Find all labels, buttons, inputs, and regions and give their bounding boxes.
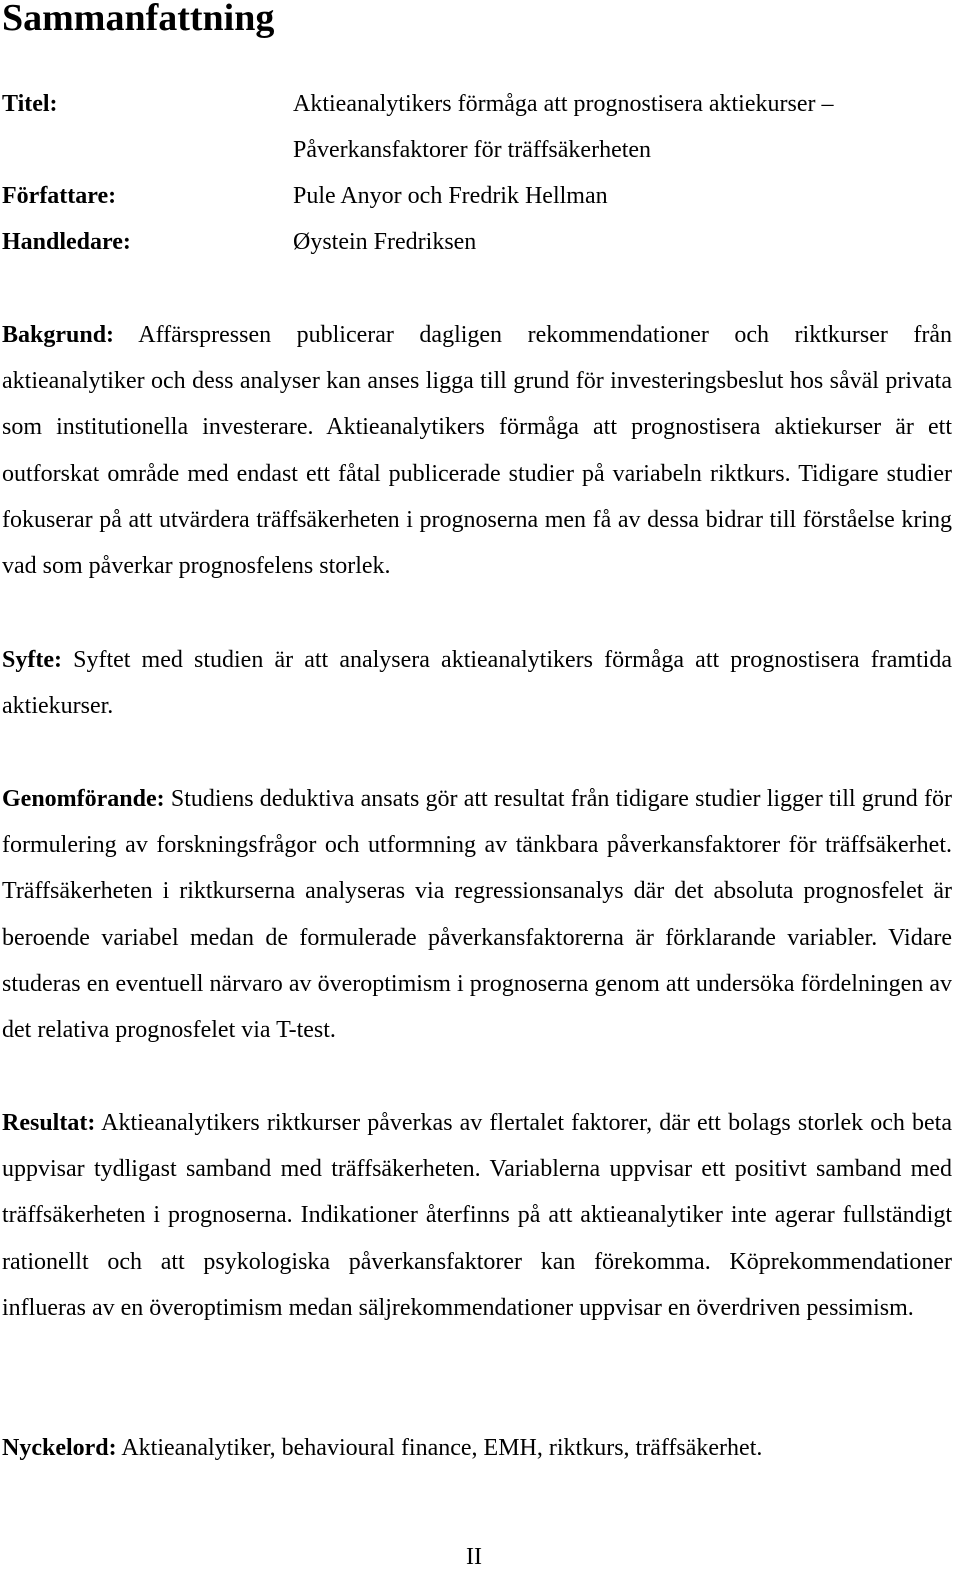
supervisor-value: Øystein Fredriksen: [293, 229, 477, 255]
keywords-label: Nyckelord:: [2, 1435, 117, 1461]
supervisor-label: Handledare:: [2, 229, 131, 255]
background-text: Affärspressen publicerar dagligen rekommendationer och riktkurser från aktieanalytiker och dess analyser kan anses ligga till grund för investeringsbeslut hos såväl privata som institutionella investerare. Aktieanalytikers förmåga att prognostisera aktiekurser är ett outforskat område med endast ett fåtal publicerade studier på variabeln riktkurs. Tidigare studier fokuserar på att utvärdera träffsäkerheten i prognoserna men få av dessa bidrar till förståelse kring vad som påverkar prognosfelens storlek.: [2, 322, 952, 580]
method-section: [2, 776, 952, 1053]
result-section: [2, 1100, 952, 1331]
title-label: Titel:: [2, 91, 58, 117]
result-text: Aktieanalytikers riktkurser påverkas av flertalet faktorer, där ett bolags storlek och beta uppvisar tydligast samband med träffsäkerheten. Variablerna uppvisar ett positivt samband med träffsäkerheten i prognoserna. Indikationer återfinns på att aktieanalytiker inte agerar fullständigt rationellt och att psykologiska påverkansfaktorer kan förekomma. Köprekommendationer influeras av en överoptimism medan säljrekommendationer uppvisar en överdriven pessimism.: [2, 1110, 952, 1321]
background-section: [2, 312, 952, 589]
title-value-line1: Aktieanalytikers förmåga att prognostisera aktiekurser –: [293, 91, 834, 117]
method-label: Genomförande:: [2, 786, 165, 812]
title-value-line2: Påverkansfaktorer för träffsäkerheten: [293, 137, 652, 163]
authors-value: Pule Anyor och Fredrik Hellman: [293, 183, 608, 209]
page-title: Sammanfattning: [2, 0, 275, 39]
purpose-section: [2, 637, 952, 729]
method-text: Studiens deduktiva ansats gör att resultat från tidigare studier ligger till grund för formulering av forskningsfrågor och utformning av tänkbara påverkansfaktorer för träffsäkerhet. Träffsäkerheten i riktkurserna analyseras via regressionsanalys där det absoluta prognosfelet är beroende variabel medan de formulerade påverkansfaktorerna är förklarande variabler. Vidare studeras en eventuell närvaro av överoptimism i prognoserna genom att undersöka fördelningen av det relativa prognosfelet via T-test.: [2, 786, 953, 1044]
page-number: II: [466, 1544, 482, 1570]
keywords-text: Aktieanalytiker, behavioural finance, EMH, riktkurs, träffsäkerhet.: [121, 1435, 763, 1461]
background-label: Bakgrund:: [2, 322, 115, 348]
purpose-label: Syfte:: [2, 647, 62, 673]
result-label: Resultat:: [2, 1110, 96, 1136]
authors-label: Författare:: [2, 183, 117, 209]
purpose-text: Syftet med studien är att analysera aktieanalytikers förmåga att prognostisera framtida aktiekurser.: [2, 647, 952, 720]
keywords-section: [2, 1425, 952, 1471]
